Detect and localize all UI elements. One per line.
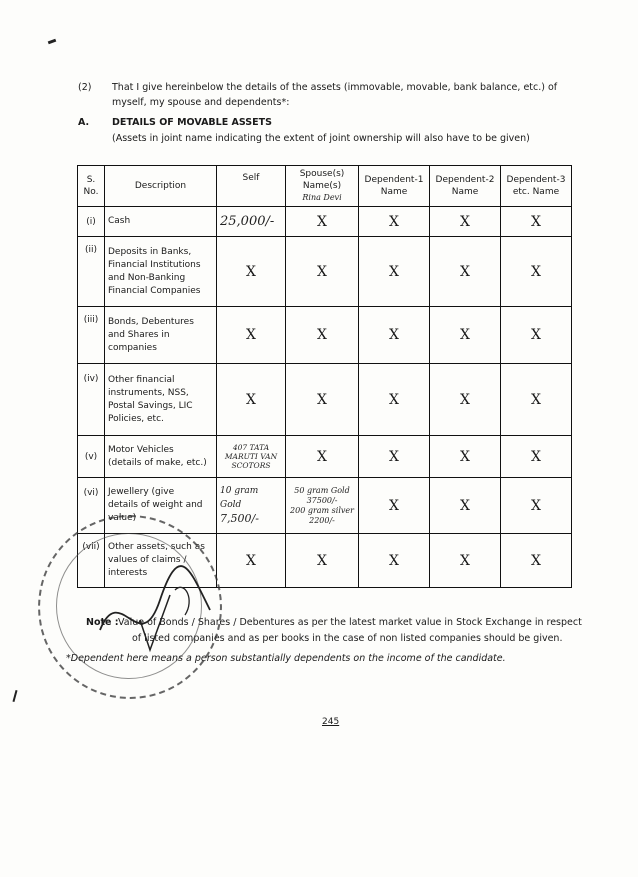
header-spouse: Spouse(s) Name(s) Rina Devi <box>286 166 359 207</box>
row-spouse-mark: X <box>286 364 359 436</box>
item-text-line2: myself, my spouse and dependents*: <box>112 97 290 108</box>
table-row <box>78 364 572 436</box>
header-description: Description <box>105 166 217 207</box>
row-spouse-mark: X <box>286 207 359 237</box>
row-dep2-mark: X <box>430 307 501 364</box>
row-dep2-mark: X <box>430 364 501 436</box>
row-dep1-mark: X <box>359 478 430 534</box>
row-dep1-mark: X <box>359 207 430 237</box>
note-label: Note : <box>86 617 119 628</box>
row-spouse-value: 50 gram Gold 37500/- 200 gram silver 2200/- <box>286 478 359 534</box>
header-self: Self <box>217 166 286 207</box>
row-self-value: 407 TATA MARUTI VAN SCOTORS <box>217 436 286 478</box>
section-letter: A. <box>78 117 90 128</box>
row-dep3-mark: X <box>501 207 572 237</box>
header-dependent-2: Dependent-2 Name <box>430 166 501 207</box>
scan-speck <box>12 690 17 702</box>
table-row <box>78 207 572 237</box>
table-row <box>78 436 572 478</box>
header-dependent-3: Dependent-3 etc. Name <box>501 166 572 207</box>
table-row <box>78 307 572 364</box>
row-dep3-mark: X <box>501 478 572 534</box>
row-dep1-mark: X <box>359 307 430 364</box>
item-text-line1: That I give hereinbelow the details of the assets (immovable, movable, bank balance, etc.) of <box>112 82 558 93</box>
row-dep1-mark: X <box>359 436 430 478</box>
footnote: *Dependent here means a person substantially dependents on the income of the candidate. <box>66 653 506 664</box>
row-self-value: 10 gram Gold 7,500/- <box>217 478 286 534</box>
row-sno: (iii) <box>78 307 105 364</box>
row-sno: (vi) <box>78 478 105 534</box>
row-description: Bonds, Debentures and Shares in companies <box>105 307 217 364</box>
row-dep2-mark: X <box>430 436 501 478</box>
row-dep1-mark: X <box>359 237 430 307</box>
row-self-mark: X <box>217 364 286 436</box>
row-spouse-mark: X <box>286 307 359 364</box>
row-description: Jewellery (give details of weight and value) <box>105 478 217 534</box>
row-self-mark: X <box>217 237 286 307</box>
row-description: Motor Vehicles (details of make, etc.) <box>105 436 217 478</box>
row-description: Deposits in Banks, Financial Institutions and Non-Banking Financial Companies <box>105 237 217 307</box>
note-line2: of listed companies and as per books in the case of non listed companies should be given. <box>132 633 563 644</box>
row-description: Other financial instruments, NSS, Postal Savings, LIC Policies, etc. <box>105 364 217 436</box>
row-self-mark: X <box>217 307 286 364</box>
row-spouse-mark: X <box>286 237 359 307</box>
row-dep2-mark: X <box>430 478 501 534</box>
scan-speck <box>48 39 57 45</box>
row-spouse-mark: X <box>286 534 359 588</box>
row-description: Cash <box>105 207 217 237</box>
row-dep1-mark: X <box>359 364 430 436</box>
row-self-mark: X <box>217 534 286 588</box>
table-row <box>78 237 572 307</box>
row-self-value: 25,000/- <box>217 207 286 237</box>
row-sno: (iv) <box>78 364 105 436</box>
row-dep3-mark: X <box>501 436 572 478</box>
table-header-row <box>78 166 572 207</box>
page-number: 245 <box>322 717 340 727</box>
header-sno: S. No. <box>78 166 105 207</box>
row-dep2-mark: X <box>430 207 501 237</box>
row-description: Other assets, such as values of claims / interests <box>105 534 217 588</box>
signature-scribble <box>80 540 240 680</box>
item-number: (2) <box>78 82 92 93</box>
row-sno: (vii) <box>78 534 105 588</box>
row-spouse-mark: X <box>286 436 359 478</box>
row-dep3-mark: X <box>501 237 572 307</box>
note-line1: Value of Bonds / Shares / Debentures as per the latest market value in Stock Exchange in respect <box>118 617 582 628</box>
row-dep3-mark: X <box>501 307 572 364</box>
row-sno: (i) <box>78 207 105 237</box>
section-heading: DETAILS OF MOVABLE ASSETS <box>112 117 272 128</box>
header-dependent-1: Dependent-1 Name <box>359 166 430 207</box>
row-dep2-mark: X <box>430 534 501 588</box>
row-dep3-mark: X <box>501 364 572 436</box>
row-dep1-mark: X <box>359 534 430 588</box>
row-sno: (ii) <box>78 237 105 307</box>
row-dep3-mark: X <box>501 534 572 588</box>
row-dep2-mark: X <box>430 237 501 307</box>
section-subheading: (Assets in joint name indicating the extent of joint ownership will also have to be given) <box>112 133 530 144</box>
row-sno: (v) <box>78 436 105 478</box>
spouse-name-handwritten: Rina Devi <box>302 193 342 202</box>
